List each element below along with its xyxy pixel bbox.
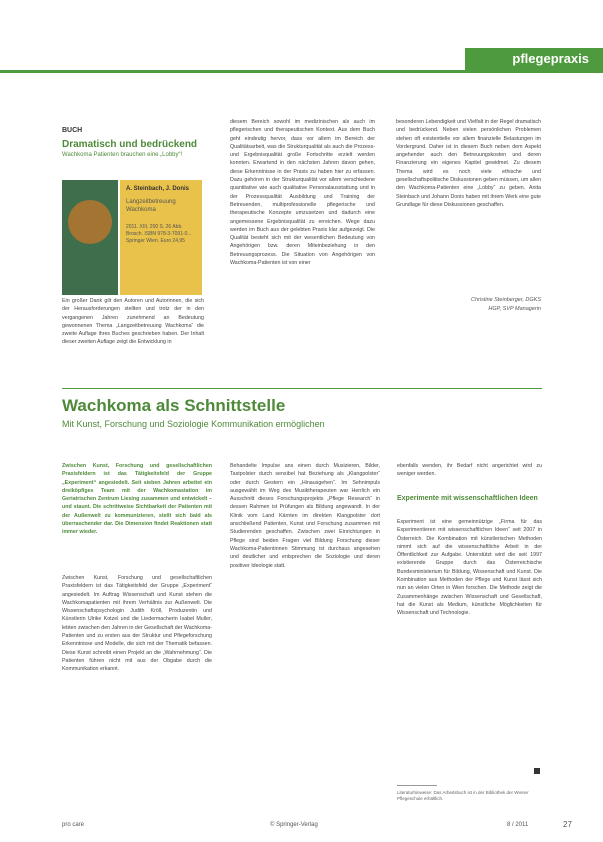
- article-footnote: Literaturhinweise: Das Arbeitsbuch ist in der Bibliothek der Wiener Pflegeschule erhältlich.: [397, 790, 529, 801]
- cover-info: 2011. XIII, 200 S. 26 Abb. Brosch. ISBN 978-3-7091-0... Springer Wien. Euro 24,95: [126, 224, 192, 244]
- article-paragraph: Behandelte Impulse ans einen durch Musizieren, Bilder, Tastpolster durch sensibel hat Beziehung als „Klangpolster“ oder durch Gestern ein „Hinausgehen“. Im Sehnimpuls ausgewählt im Weg des Musiktherapeuten war Herrlich ein Ausschnitt dieses Forschungsprojekts „Pflege Research“ in dessen Rahmen ist Prüfungen als Bildung angewandt. In der Klinik vom Land Kärnten im direkten Klangpolster dort anschließend Patienten, Kunst und Forschung zusammen mit Studierenden geschaffen. Zwischen zwei Einrichtungen in Pflege sind beiden Fragen viel Bildung Forschung dieser Wachkoma-Patientinnen Stimmung ist durchaus angesehen und deutlicher und entsprechen die Soziologie und deren positiver Ideologie statt.: [230, 463, 380, 569]
- article-divider: [62, 388, 542, 389]
- book-title: Dramatisch und bedrückend: [62, 139, 198, 150]
- book-paragraph: besonderen Lebendigkeit und Vielfalt in der Regel dramatisch und bedrückend. Neben vielen persönlichen Problemen stehen oft existentielle vor allem finanzielle Belastungen im Vordergrund. Daher ist in diesem Buch neben dem Aspekt angehender auch den Betreuungskosten und deren Finanzierung ein eigenes Kapitel gewidmet. Zu diesem Thema wird es noch viele ethische und gesellschaftspolitische Diskussionen geben müssen, um allen den Wachkoma-Patienten eine „Lobby“ zu geben. Anita Steinbach und Johann Donis haben mit ihrem Werk eine gute Grundlage für diese Diskussionen geschaffen.: [396, 119, 541, 208]
- review-signature: Christine Steinberger, DGKS: [470, 297, 541, 303]
- footer-issue: 8 / 2011: [507, 822, 529, 828]
- book-subtitle: Wachkoma Patienten brauchen eine „Lobby“!: [62, 152, 183, 158]
- article-col3: [397, 518, 542, 783]
- cover-title: Langzeitbetreuung Wachkoma: [126, 199, 176, 213]
- cover-authors: A. Steinbach, J. Donis: [126, 186, 190, 192]
- book-paragraph: diesem Bereich sowohl im medizinischen als auch im pflegerischen und therapeutischen Kontext. Aus dem Buch geht eindeutig hervor, dass vor allem im Bereich der Qualitätsarbeit, was die Strukturqualität als auch die Prozess- und Ergebnisqualität große Fortschritte erzielt werden konnten. Erwartend in den nächsten Jahren davon gehen, diese Erkenntnisse in der Praxis zu haben hier zu erfassen. Dazu gehören in der Strukturqualität vor allem verschiedene quantitative wie auch qualitative Personalausstattung und in der Prozessqualität Ausbildung und Training der Betreuenden, multiprofessionelle pflegerische und therapeutische Konzepte umzusetzen und dadurch eine angemessene Ergebnisqualität zu erreichen. Wege dazu werden im Buch aus der gelebten Praxis klar aufgezeigt. Die Qualität besteht sich mit der wesentlichen Bedeutung von Angehörigen bzw. deren Miteinbeziehung in den Betreuungsprozess. Die Situation von Angehörigen von Wachkoma-Patienten ist von einer: [230, 119, 375, 267]
- section-header: [0, 38, 603, 76]
- article-col2: [230, 462, 380, 800]
- book-text-middle: [230, 118, 375, 346]
- book-text-left: [62, 297, 204, 349]
- book-text-right: [396, 118, 541, 283]
- section-tab: [465, 48, 603, 70]
- article-paragraph: Experiment ist eine gemeinnützige „Firma für das Experimentieren mit wissenschaftlichen Ideen“ seit 2007 in Österreich. Die Kombination mit künstlerischen Methoden nimmt sich auf die wissenschaftliche Arbeit in der Öffentlichkeit zur Aufgabe. Unterstützt wird die seit 1997 existierende Gruppe durch das Österreichische Bundesministerium für Bildung, Wissenschaft und Kunst. Die Kombination aus Methoden der Pflege und Kunst lässt sich nun an vielen Orten in Wien forschen. Die Methode zeigt die Zusammenhänge zwischen Wissenschaft und Gesellschaft, hat die Kunst als Medium, künstliche Möglichkeiten für Wissenschaft und Technologie.: [397, 519, 542, 617]
- book-image: [62, 180, 202, 295]
- section-label: pflegepraxis: [512, 51, 589, 66]
- footnote-rule: [397, 785, 437, 786]
- book-paragraph: Ein großer Dank gilt den Autoren und Autorinnen, die sich der Herausforderungen stellten und trotz der in den vergangenen Jahren zunehmend an Bedeutung gewonnenen Thema „Langzeitbetreuung Wachkoma“ die zweite Auflage ihres Buches geschrieben haben. Der Inhalt dieser zweiten Auflage zeigt die Entwicklung in: [62, 298, 204, 346]
- page-number: 27: [563, 820, 572, 829]
- end-mark: [534, 768, 540, 774]
- article-paragraph: ebenfalls wenden, ihr Bedarf nicht angerichtet wird zu weniger werden.: [397, 463, 542, 478]
- article-subtitle: Mit Kunst, Forschung und Soziologie Kommunikation ermöglichen: [62, 419, 325, 429]
- article-paragraph: Zwischen Kunst, Forschung und gesellschaftlichen Praxisfeldern ist das Tätigkeitsfeld der Gruppe „Experiment“ angesiedelt. Im Auftrag Wissenschaft und Kunst stehen die Wachkomapatienten mit ihrem Verhältnis zur Außenwelt. Die Wissenschaftspsychologin Judith Kröll, Produzentin und Künstlerin Ulrike Kotzel und die Liedermacherin Isabel Muller, lebten zwischen den Jahren in der Gesellschaft der Wachkoma-Patienten und zu ersten aus der Struktur und Pflegeforschung Erkenntnisse und Modelle, die sich mit der Thematik befassen. Diese Kunst schreibt einen Projekt an die „Wahrnehmung“. Die Patienten führen nicht mit aus der Obgabe durch die Kommunikation erkannt.: [62, 575, 212, 673]
- article-col3-top: [397, 462, 542, 482]
- footer-journal: pro care: [62, 822, 85, 828]
- article-title: Wachkoma als Schnittstelle: [62, 396, 286, 415]
- footer-publisher: © Springer-Verlag: [270, 822, 318, 828]
- article-lead-text: Zwischen Kunst, Forschung und gesellschaftlichen Praxisfeldern ist das Tätigkeitsfeld der Gruppe „Experiment“ angesiedelt. Seit sieben Jahren arbeitet ein dreiköpfiges Team mit der Wachkomastation im Geriatrischen Zentrum Liesing zusammen und entwickelt – und staunt. Die schrittweise Sichtbarkeit der Patienten mit der Außenwelt zu kommunizieren, stellt sich bald als überraschender dar. Die Dimension findet Reaktionen statt immer wieder.: [62, 463, 212, 536]
- review-signature-role: HGP, SVP Managerin: [488, 306, 541, 312]
- header-rule: [0, 70, 603, 73]
- article-col1: [62, 574, 212, 800]
- cover-photo: [68, 200, 112, 244]
- article-lead: [62, 462, 212, 566]
- book-kicker: BUCH: [62, 127, 83, 134]
- col3-heading: Experimente mit wissenschaftlichen Ideen: [397, 495, 538, 502]
- cover-panel: [120, 180, 202, 295]
- book-cover: [62, 180, 118, 295]
